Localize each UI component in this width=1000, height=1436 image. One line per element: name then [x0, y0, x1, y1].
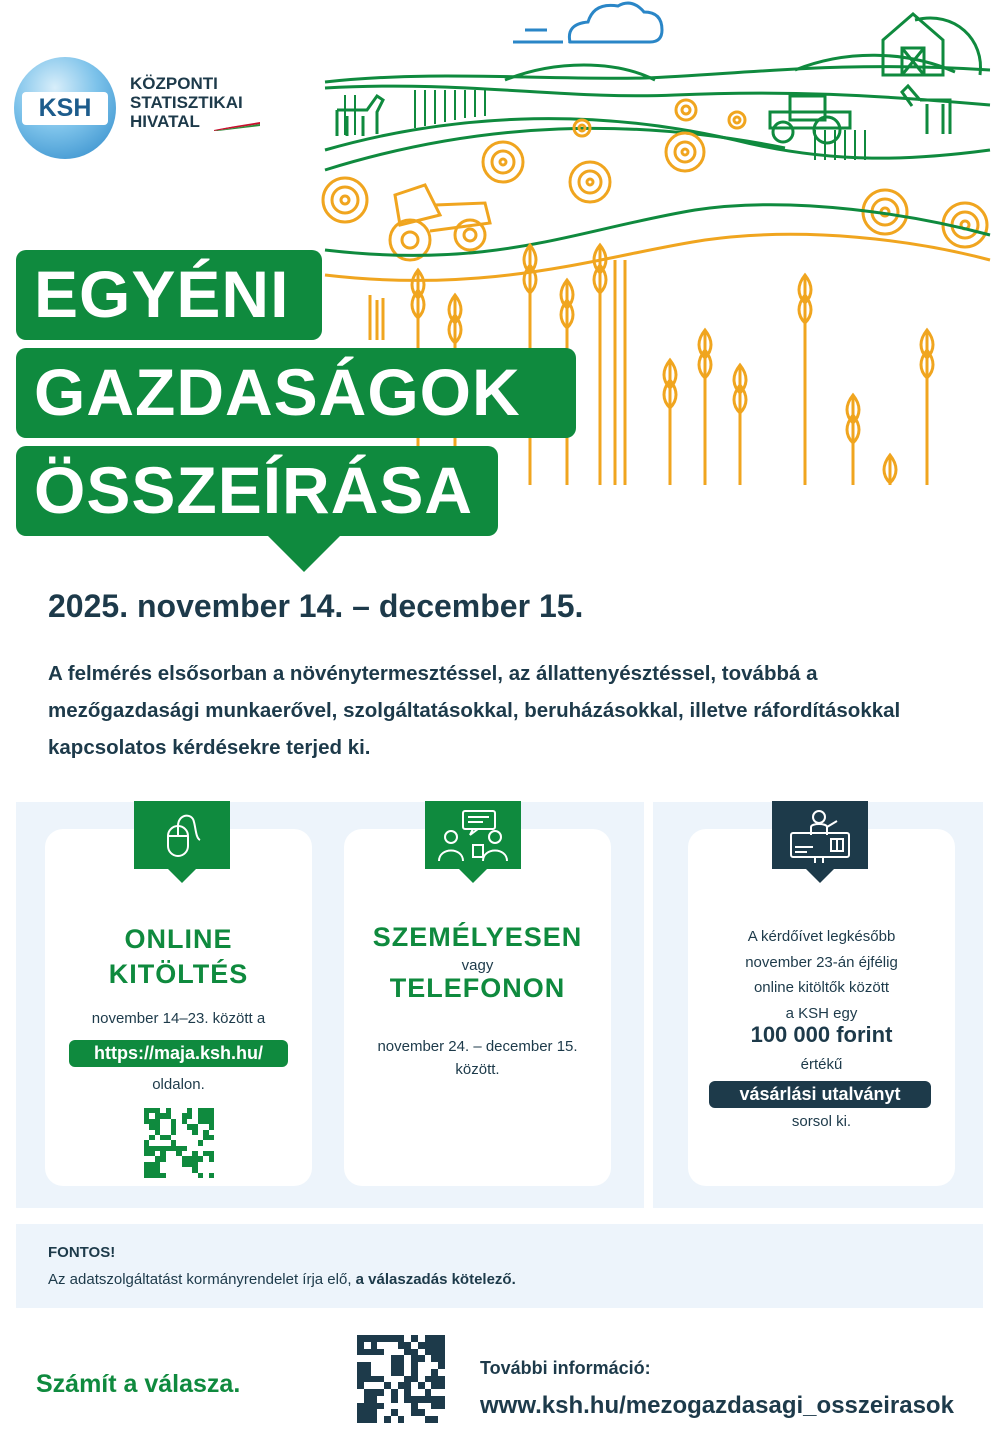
online-badge	[134, 801, 230, 883]
hungarian-flag-swoosh	[214, 121, 260, 131]
more-info-label: További információ:	[480, 1358, 651, 1378]
title-line-3: ÖSSZEÍRÁSA	[16, 446, 498, 536]
important-box	[16, 1224, 983, 1308]
personal-title-1: SZEMÉLYESEN	[372, 922, 583, 952]
online-qr-code[interactable]	[144, 1108, 214, 1178]
voucher-pill: vásárlási utalványt	[709, 1081, 931, 1108]
online-title-line-1: ONLINE	[124, 924, 233, 954]
prize-line-5: értékű	[800, 1056, 843, 1073]
title-line-1: EGYÉNI	[16, 250, 322, 340]
cloud-icon	[513, 3, 662, 42]
mouse-icon	[152, 810, 212, 860]
personal-badge	[425, 801, 521, 883]
logo-line-2: STATISZTIKAI	[130, 93, 243, 112]
yellow-tractor-icon	[390, 185, 490, 260]
important-emphasis: a válaszadás kötelező.	[355, 1271, 516, 1288]
online-url-link[interactable]: https://maja.ksh.hu/	[69, 1040, 288, 1067]
prize-line-4: a KSH egy	[785, 1004, 858, 1022]
ksh-logo-badge: KSH	[22, 92, 108, 125]
important-body: Az adatszolgáltatást kormányrendelet írja elő,	[48, 1271, 356, 1288]
interview-icon	[433, 807, 513, 863]
online-period: november 14–23. között a	[91, 1010, 266, 1027]
personal-period-2: között.	[455, 1061, 500, 1078]
voucher-icon	[783, 807, 857, 863]
prize-line-1: A kérdőívet legkésőbb	[747, 928, 896, 945]
personal-connector: vagy	[461, 957, 494, 974]
title-pointer	[268, 536, 340, 572]
prize-amount: 100 000 forint	[750, 1022, 893, 1047]
survey-date: 2025. november 14. – december 15.	[48, 588, 584, 624]
logo-line-3: HIVATAL	[130, 112, 200, 131]
personal-title-2: TELEFONON	[389, 973, 566, 1003]
online-title-line-2: KITÖLTÉS	[108, 959, 249, 989]
more-info-url[interactable]: www.ksh.hu/mezogazdasagi_osszeirasok	[480, 1392, 954, 1419]
online-title	[45, 922, 312, 992]
prize-text-top	[688, 924, 955, 1026]
title-line-2: GAZDASÁGOK	[16, 348, 576, 438]
important-heading: FONTOS!	[48, 1244, 116, 1261]
footer-qr-code[interactable]	[357, 1335, 445, 1423]
online-suffix: oldalon.	[152, 1076, 205, 1093]
prize-line-6: sorsol ki.	[791, 1113, 852, 1130]
logo-line-1: KÖZPONTI	[130, 74, 218, 93]
tractor-icon	[770, 96, 850, 143]
prize-line-3: online kitöltők között	[753, 979, 890, 996]
prize-line-2: november 23-án éjfélig	[745, 953, 898, 971]
slogan: Számít a válasza.	[36, 1370, 241, 1398]
personal-period-1: november 24. – december 15.	[377, 1038, 578, 1055]
survey-description: A felmérés elsősorban a növénytermesztéssel, az állattenyésztéssel, továbbá a mezőgazdasági munkaerővel, szolgáltatásokkal, beruházásokkal, illetve ráfordításokkal kapcsolatos kérdésekre terjed ki.	[48, 662, 901, 759]
prize-badge	[772, 801, 868, 883]
important-text	[48, 1271, 516, 1288]
